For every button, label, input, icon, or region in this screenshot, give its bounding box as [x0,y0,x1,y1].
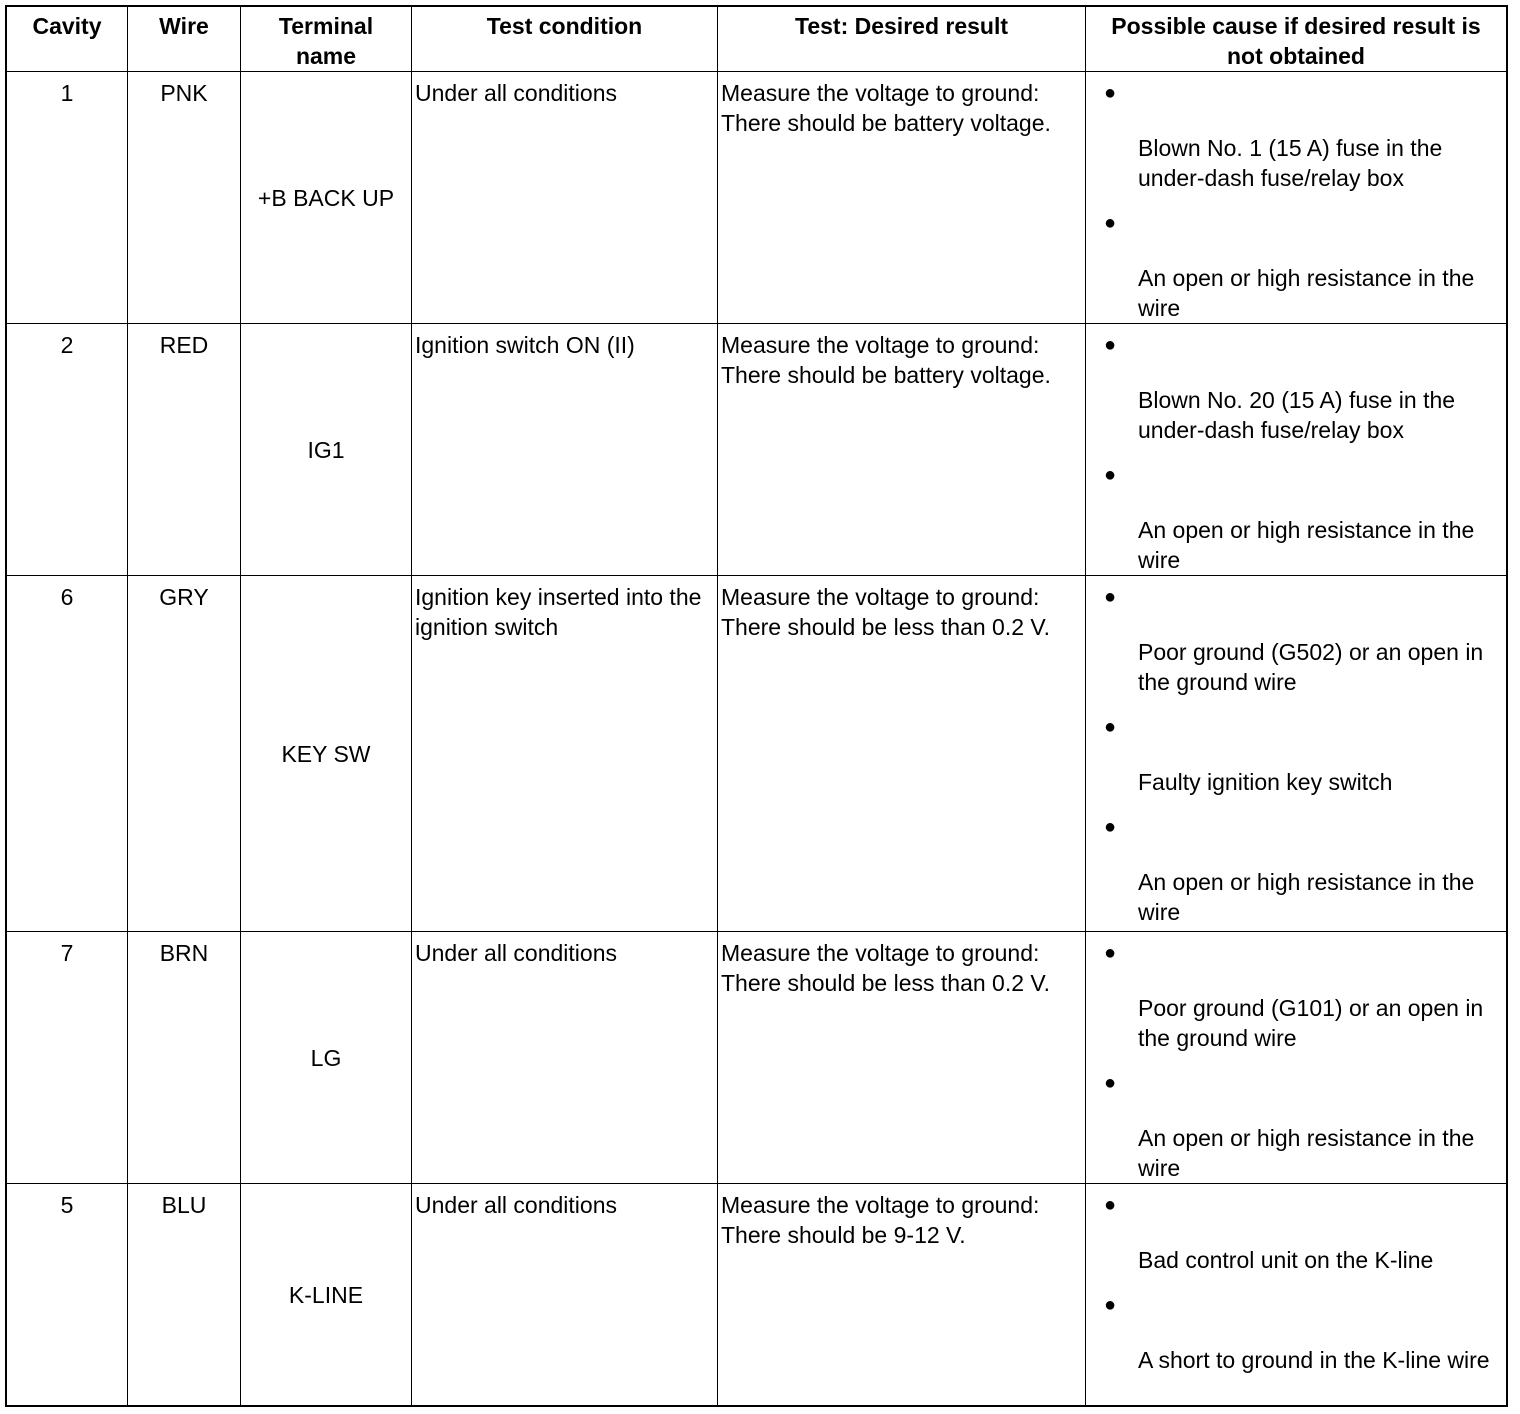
cause-text: A short to ground in the K-line wire [1138,1347,1490,1373]
terminal-name-cell: +B BACK UP [241,72,412,324]
desired-result-cell [718,932,1086,1184]
cause-list-item [1104,712,1502,812]
possible-cause-cell [1086,576,1507,932]
bullet-icon: ● [1104,1194,1117,1216]
bullet-icon: ● [1104,334,1117,356]
cause-text: Blown No. 20 (15 A) fuse in the under-dash fuse/relay box [1138,387,1456,443]
header-row [7,7,1507,72]
cause-list-item [1104,78,1502,208]
header-terminal-line2: name [295,43,357,69]
table-row [7,932,1507,1184]
wire-color-cell: BLU [128,1184,241,1406]
cause-list-item [1104,1190,1502,1290]
cause-text: Poor ground (G502) or an open in the ground wire [1138,639,1484,695]
bullet-icon: ● [1104,464,1117,486]
terminal-name-cell: K-LINE [241,1184,412,1406]
header-test-condition: Test condition [412,7,718,72]
bullet-icon: ● [1104,82,1117,104]
header-possible-cause [1086,7,1507,72]
cause-text: An open or high resistance in the wire [1138,265,1475,321]
cause-text: An open or high resistance in the wire [1138,869,1475,925]
wire-color-cell: BRN [128,932,241,1184]
possible-cause-cell [1086,324,1507,576]
table-row [7,1184,1507,1406]
test-condition-cell: Ignition key inserted into the ignition switch [412,576,718,932]
desired-result-cell [718,1184,1086,1406]
result-line: There should be battery voltage. [721,362,1051,388]
header-terminal-line1: Terminal [278,13,374,39]
desired-result-cell [718,324,1086,576]
result-line: There should be less than 0.2 V. [721,614,1051,640]
bullet-icon: ● [1104,1294,1117,1316]
cause-text: Poor ground (G101) or an open in the ground wire [1138,995,1484,1051]
cause-list-item [1104,330,1502,460]
bullet-icon: ● [1104,586,1117,608]
cavity-cell: 1 [7,72,128,324]
cause-text: Bad control unit on the K-line [1138,1247,1434,1273]
cavity-cell: 6 [7,576,128,932]
possible-cause-cell [1086,1184,1507,1406]
desired-result-cell [718,72,1086,324]
terminal-name-cell: IG1 [241,324,412,576]
result-line: There should be less than 0.2 V. [721,970,1051,996]
bullet-icon: ● [1104,816,1117,838]
test-condition-cell: Under all conditions [412,1184,718,1406]
cause-list-item [1104,938,1502,1068]
table-row [7,324,1507,576]
possible-cause-cell [1086,932,1507,1184]
table-row [7,576,1507,932]
cause-text: Blown No. 1 (15 A) fuse in the under-dash fuse/relay box [1138,135,1443,191]
desired-result-cell [718,576,1086,932]
cavity-cell: 7 [7,932,128,1184]
header-cause-line1: Possible cause if desired result is [1111,13,1481,39]
cause-text: Faulty ignition key switch [1138,769,1393,795]
header-cavity: Cavity [7,7,128,72]
bullet-icon: ● [1104,212,1117,234]
cavity-cell: 5 [7,1184,128,1406]
bullet-icon: ● [1104,716,1117,738]
cause-list-item [1104,460,1502,575]
bullet-icon: ● [1104,942,1117,964]
result-line: Measure the voltage to ground: [721,80,1040,106]
result-line: There should be battery voltage. [721,110,1051,136]
header-terminal-name [241,7,412,72]
test-condition-cell: Under all conditions [412,72,718,324]
cause-list-item [1104,812,1502,927]
table-row [7,72,1507,324]
result-line: Measure the voltage to ground: [721,1192,1040,1218]
cause-text: An open or high resistance in the wire [1138,1125,1475,1181]
test-condition-cell: Ignition switch ON (II) [412,324,718,576]
wire-color-cell: PNK [128,72,241,324]
result-line: Measure the voltage to ground: [721,332,1040,358]
terminal-name-cell: LG [241,932,412,1184]
wire-color-cell: RED [128,324,241,576]
cause-text: An open or high resistance in the wire [1138,517,1475,573]
connector-test-table [6,6,1507,1406]
cause-list-item [1104,582,1502,712]
cause-list-item [1104,1290,1502,1375]
header-wire: Wire [128,7,241,72]
bullet-icon: ● [1104,1072,1117,1094]
terminal-name-cell: KEY SW [241,576,412,932]
result-line: Measure the voltage to ground: [721,584,1040,610]
header-desired-result: Test: Desired result [718,7,1086,72]
result-line: Measure the voltage to ground: [721,940,1040,966]
wire-color-cell: GRY [128,576,241,932]
test-condition-cell: Under all conditions [412,932,718,1184]
result-line: There should be 9-12 V. [721,1222,966,1248]
cause-list-item [1104,1068,1502,1183]
header-cause-line2: not obtained [1227,43,1365,69]
possible-cause-cell [1086,72,1507,324]
cause-list-item [1104,208,1502,323]
cavity-cell: 2 [7,324,128,576]
